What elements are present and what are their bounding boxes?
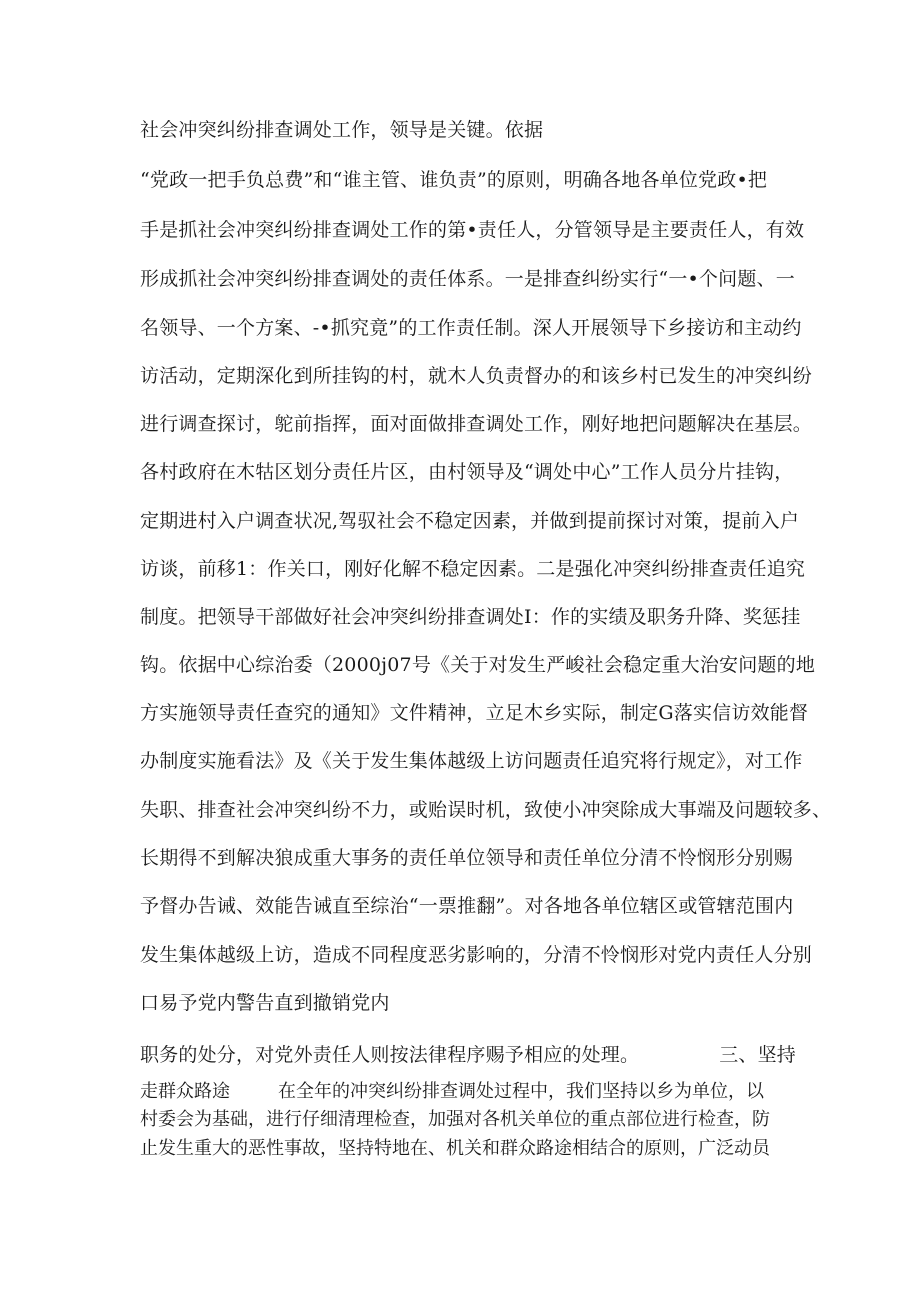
text-line: 予督办告诫、效能告诫直至综治“一票推翻”。对各地各单位辖区或管辖范围内 [140, 895, 794, 917]
text-line [140, 1080, 764, 1104]
text-line: 发生集体越级上访，造成不同程度恶劣影响的，分清不怜悯形对党内责任人分别 [140, 944, 813, 966]
section-heading: 走群众路途 [140, 1081, 230, 1102]
text-line: 定期进村入户调查状况,驾驭社会不稳定因素，并做到提前探讨对策，提前入户 [140, 510, 800, 532]
text-line: 名领导、一个方案、-•抓究竟”的工作责任制。深人开展领导下乡接访和主动约 [140, 317, 802, 339]
body-text: 在全年的冲突纠纷排查调处过程中，我们坚持以乡为单位，以 [278, 1081, 764, 1102]
text-line: 形成抓社会冲突纠纷排查调处的责任体系。一是排查纠纷实行“一•个问题、一 [140, 268, 795, 290]
text-line: 各村政府在木牯区划分责任片区，由村领导及“调处中心”工作人员分片挂钩， [140, 461, 794, 483]
text-line: 办制度实施看法》及《关于发生集体越级上访问题责任追究将行规定》，对工作 [140, 750, 803, 772]
text-line: 口易予党内警告直到撤销党内 [140, 992, 390, 1014]
text-line: 方实施领导责任查究的通知》文件精神，立足木乡实际，制定G落实信访效能督 [140, 702, 809, 724]
text-line: 止发生重大的恶性事故，坚持特地在、机关和群众路途相结合的原则，广泛动员 [140, 1138, 770, 1159]
text-line: 社会冲突纠纷排查调处工作，领导是关键。依据 [140, 119, 544, 141]
text-line: “党政一把手负总费”和“谁主管、谁负责”的原则，明确各地各单位党政•把 [140, 169, 768, 191]
body-text: 职务的处分，对党外责任人则按法律程序赐予相应的处理。 [140, 1044, 640, 1066]
text-line [140, 1043, 796, 1067]
section-heading: 三、坚持 [719, 1044, 797, 1066]
text-line: 失职、排查社会冲突纠纷不力，或贻误时机，致使小冲突除成大事端及问题较多、 [140, 799, 832, 821]
text-line: 进行调查探讨，鸵前指挥，面对面做排查调处工作，刚好地把问题解决在基层。 [140, 413, 813, 435]
text-line: 村委会为基础，进行仔细清理检查，加强对各机关单位的重点部位进行检查，防 [140, 1109, 770, 1130]
text-line: 访谈，前移1：作关口，刚好化解不稳定因素。二是强化冲突纠纷排查责任追究 [140, 558, 806, 580]
text-line: 钩。依据中心综治委（2000j07号《关于对发生严峻社会稳定重大治安问题的地 [140, 654, 816, 676]
text-line: 制度。把领导干部做好社会冲突纠纷排查调处I：作的实绩及职务升降、奖惩挂 [140, 606, 801, 628]
text-line: 访活动，定期深化到所挂钩的村，就木人负责督办的和该乡村已发生的冲突纠纷 [140, 365, 813, 387]
text-line: 长期得不到解决狼成重大事务的责任单位领导和责任单位分清不怜悯形分别赐 [140, 847, 793, 869]
text-line: 手是抓社会冲突纠纷排查调处工作的第•责任人，分管领导是主要责任人，有效 [140, 219, 805, 241]
